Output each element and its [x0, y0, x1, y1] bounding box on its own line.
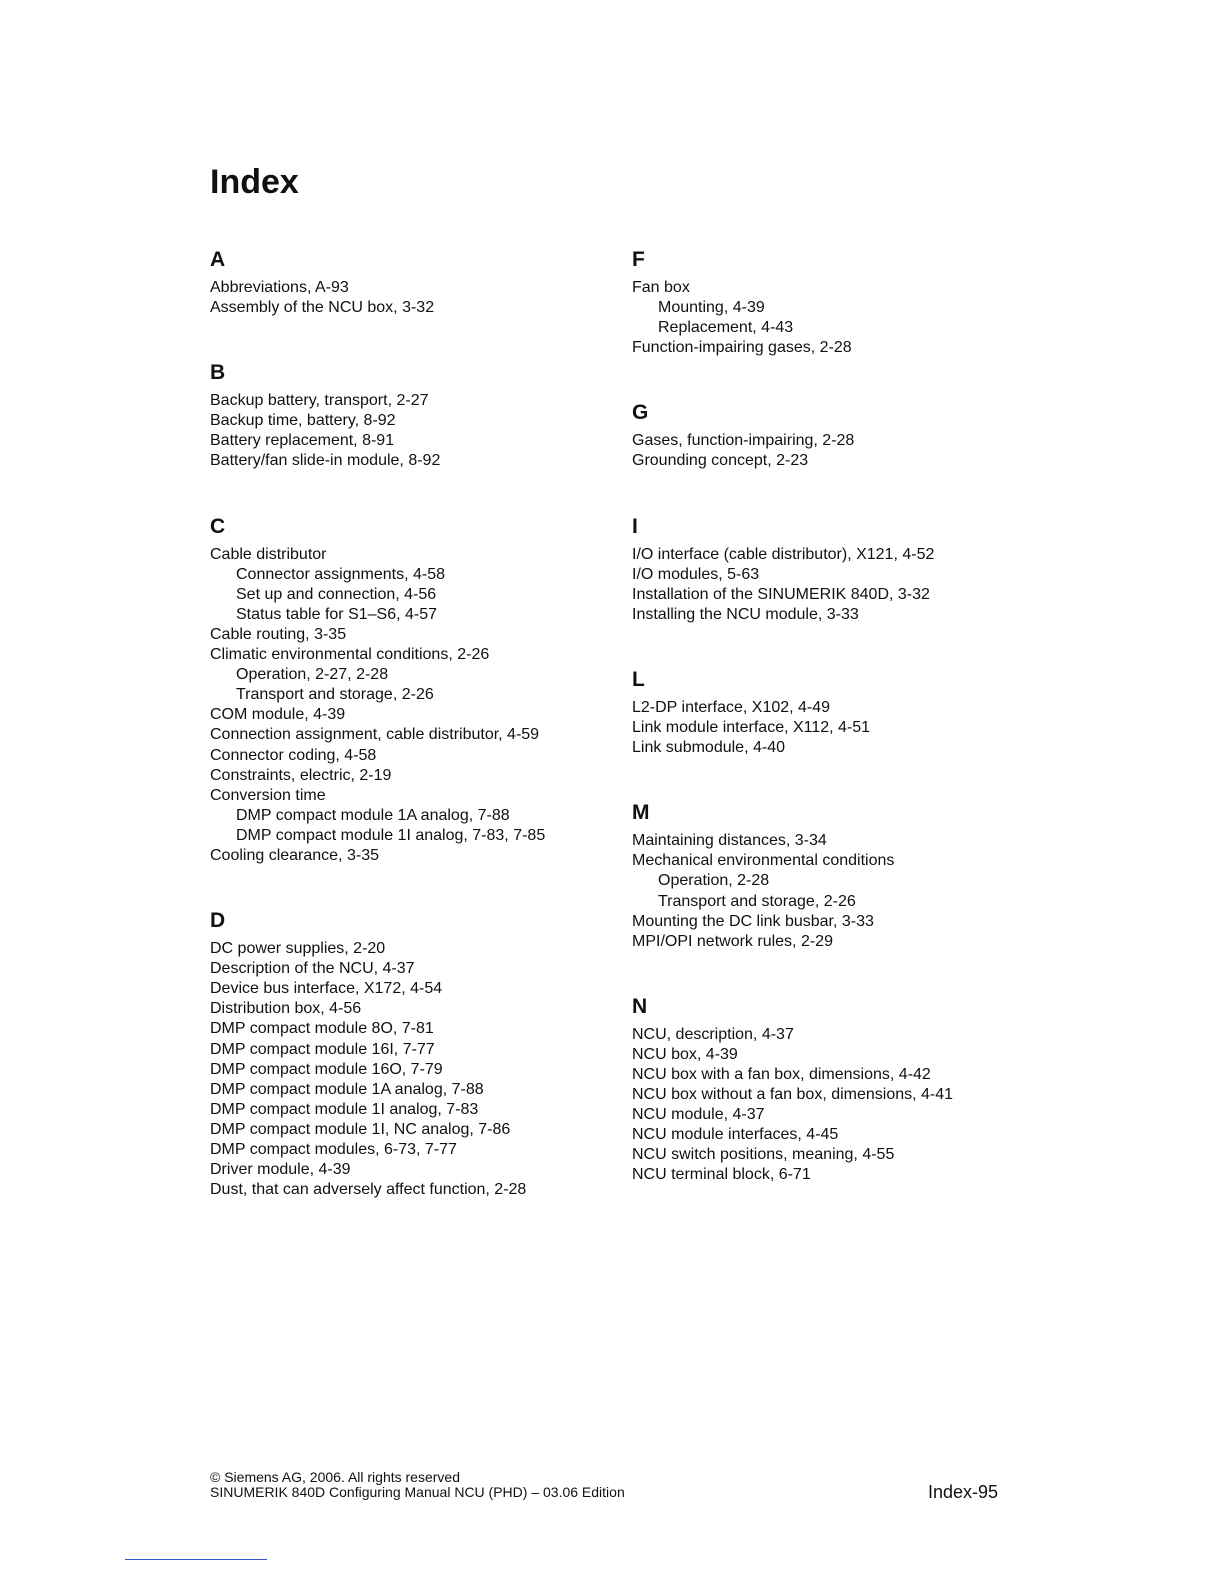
index-entry: Cooling clearance, 3-35 [210, 846, 379, 864]
index-entry: Gases, function-impairing, 2-28 [632, 432, 855, 450]
section-letter: A [210, 248, 226, 271]
page-title: Index [210, 163, 299, 201]
index-section-b [210, 360, 600, 471]
index-subentry: Replacement, 4-43 [658, 319, 794, 337]
index-entry: Distribution box, 4-56 [210, 1000, 362, 1018]
index-entry: DMP compact module 16I, 7-77 [210, 1040, 435, 1058]
index-section-f [632, 247, 1022, 358]
section-letter: F [632, 248, 645, 271]
section-letter: M [632, 801, 650, 825]
index-subentry: Connector assignments, 4-58 [236, 565, 445, 583]
index-entry: Installing the NCU module, 3-33 [632, 605, 859, 623]
index-entry: Maintaining distances, 3-34 [632, 832, 827, 850]
index-subentry: Status table for S1–S6, 4-57 [236, 605, 438, 623]
index-entry: DMP compact module 16O, 7-79 [210, 1060, 443, 1078]
index-entry: I/O modules, 5-63 [632, 565, 760, 583]
index-section-n [632, 994, 1022, 1186]
index-entry: Dust, that can adversely affect function, 2-28 [210, 1181, 527, 1199]
index-entry: DMP compact module 1A analog, 7-88 [210, 1080, 484, 1098]
section-letter: C [210, 514, 226, 538]
index-section-l [632, 667, 1022, 758]
index-entry: Connector coding, 4-58 [210, 746, 377, 764]
index-entry: COM module, 4-39 [210, 706, 346, 724]
index-entry: L2-DP interface, X102, 4-49 [632, 698, 831, 716]
index-subentry: Operation, 2-27, 2-28 [236, 666, 389, 684]
index-entry: DMP compact modules, 6-73, 7-77 [210, 1141, 457, 1158]
index-entry: Battery/fan slide-in module, 8-92 [210, 452, 441, 470]
index-entry: Driver module, 4-39 [210, 1161, 351, 1179]
index-section-i [632, 514, 1022, 625]
index-subentry: DMP compact module 1A analog, 7-88 [236, 806, 510, 824]
index-entry: Installation of the SINUMERIK 840D, 3-32 [632, 585, 930, 603]
index-entry: NCU box with a fan box, dimensions, 4-42 [632, 1065, 931, 1083]
index-column-left [210, 247, 600, 1200]
index-subentry: DMP compact module 1I analog, 7-83, 7-85 [236, 826, 546, 844]
index-entry: Backup battery, transport, 2-27 [210, 392, 429, 410]
index-entry: NCU box, 4-39 [632, 1045, 738, 1063]
bottom-divider [125, 1559, 267, 1560]
index-entry: Connection assignment, cable distributor, 4-59 [210, 726, 540, 744]
index-entry: Mechanical environmental conditions [632, 852, 895, 870]
index-entry: NCU terminal block, 6-71 [632, 1166, 811, 1184]
index-entry: Assembly of the NCU box, 3-32 [210, 299, 435, 317]
footer-left [210, 1470, 625, 1499]
index-entry: NCU module interfaces, 4-45 [632, 1126, 839, 1144]
index-section-d [210, 908, 600, 1200]
index-entry: Cable routing, 3-35 [210, 625, 347, 643]
index-column-right [632, 247, 1022, 1186]
index-entry: I/O interface (cable distributor), X121, 4-52 [632, 545, 935, 563]
section-letter: I [632, 514, 638, 538]
index-subentry: Mounting, 4-39 [658, 299, 765, 317]
index-entry: DC power supplies, 2-20 [210, 940, 386, 958]
footer-manual-title: SINUMERIK 840D Configuring Manual NCU (PHD) – 03.06 Edition [210, 1483, 625, 1500]
index-entry: Fan box [632, 279, 690, 296]
index-entry: Conversion time [210, 786, 326, 804]
index-subentry: Set up and connection, 4-56 [236, 585, 437, 603]
index-entry: Abbreviations, A-93 [210, 279, 349, 296]
index-entry: NCU box without a fan box, dimensions, 4-41 [632, 1086, 954, 1104]
index-entry: Link module interface, X112, 4-51 [632, 719, 871, 737]
index-section-c [210, 514, 600, 867]
index-entry: Device bus interface, X172, 4-54 [210, 980, 443, 998]
index-entry: Constraints, electric, 2-19 [210, 766, 392, 784]
index-entry: DMP compact module 1I, NC analog, 7-86 [210, 1120, 511, 1138]
index-entry: NCU switch positions, meaning, 4-55 [632, 1146, 895, 1164]
index-section-g [632, 400, 1022, 471]
index-entry: Description of the NCU, 4-37 [210, 960, 415, 978]
index-section-a [210, 247, 600, 318]
index-entry: Grounding concept, 2-23 [632, 452, 809, 470]
index-entry: DMP compact module 8O, 7-81 [210, 1020, 434, 1038]
index-section-m [632, 800, 1022, 952]
footer-copyright: © Siemens AG, 2006. All rights reserved [210, 1469, 460, 1485]
section-letter: D [210, 909, 226, 933]
index-entry: Cable distributor [210, 545, 327, 563]
footer-page-number: Index-95 [928, 1482, 999, 1502]
index-entry: MPI/OPI network rules, 2-29 [632, 932, 833, 950]
section-letter: G [632, 401, 649, 425]
index-entry: NCU module, 4-37 [632, 1106, 765, 1124]
index-entry: Mounting the DC link busbar, 3-33 [632, 912, 874, 930]
index-entry: Link submodule, 4-40 [632, 739, 785, 757]
index-entry: Function-impairing gases, 2-28 [632, 339, 852, 357]
index-entry: Backup time, battery, 8-92 [210, 412, 396, 430]
section-letter: N [632, 994, 648, 1018]
section-letter: L [632, 667, 645, 691]
section-letter: B [210, 361, 226, 385]
index-entry: DMP compact module 1I analog, 7-83 [210, 1100, 479, 1118]
index-subentry: Transport and storage, 2-26 [658, 892, 856, 910]
index-entry: Battery replacement, 8-91 [210, 432, 395, 450]
index-entry: Climatic environmental conditions, 2-26 [210, 646, 490, 664]
index-entry: NCU, description, 4-37 [632, 1025, 794, 1043]
index-subentry: Operation, 2-28 [658, 872, 770, 890]
index-subentry: Transport and storage, 2-26 [236, 686, 434, 704]
